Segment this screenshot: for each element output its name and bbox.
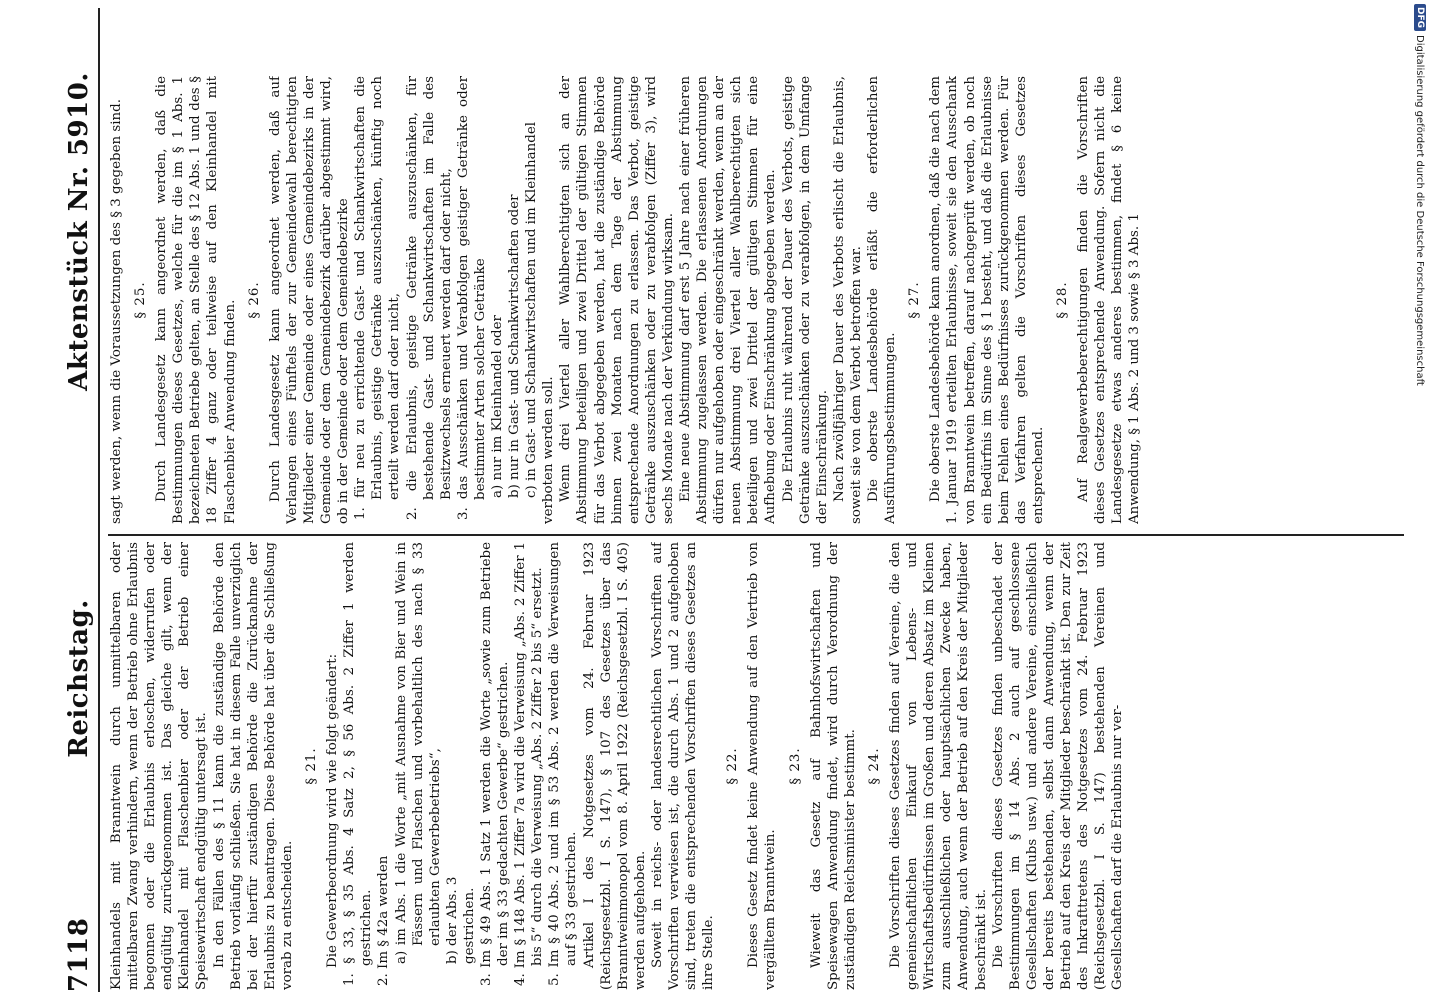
section-heading-28: § 28. <box>1054 281 1070 319</box>
list-subitem: a) nur im Kleinhandel oder <box>489 315 505 498</box>
list-item: 2. Im § 42a werden <box>376 855 392 986</box>
paragraph: Dieses Gesetz findet keine Anwendung auf den Vertrieb von vergälltem Branntwein. <box>746 542 779 990</box>
paragraph: Die oberste Landesbehörde erläßt die erforderlichen Ausführungsbestimmungen. <box>866 76 899 524</box>
page-header <box>60 8 94 992</box>
paragraph: sagt werden, wenn die Voraussetzungen des § 3 gegeben sind. <box>109 99 124 524</box>
section-heading-26: § 26. <box>246 281 262 319</box>
dfg-logo: DFG <box>1414 4 1426 31</box>
paragraph: Die Vorschriften dieses Gesetzes finden unbeschadet der Bestimmungen im § 14 Abs. 2 auch auf geschlossene Gesellschaften (Klubs usw.) und andere Vereine, einschließlich der bereits bestehenden, selbst dann Anwendung, wenn der Betrieb auf den Kreis der Mitglieder beschränkt ist. Den zur Zeit des Inkrafttretens des Notgesetzes vom 24. Februar 1923 (Reichsgesetzbl. I S. 147) bestehenden Vereinen und Gesellschaften darf die Erlaubnis nur ver- <box>990 542 1126 990</box>
paragraph: Eine neue Abstimmung darf erst 5 Jahre nach einer früheren Abstimmung zugelassen werden. Die erlassenen Anordnungen dürfen nur aufgehoben oder eingeschränkt werden, wenn an der neuen Abstimmung drei Viertel aller Wahlberechtigten sich beteiligen und zwei Drittel der gültigen Stimmen für eine Aufhebung oder Einschränkung abgegeben werden. <box>678 76 779 524</box>
paragraph: Soweit in reichs- oder landesrechtlichen Vorschriften auf Vorschriften verwiesen ist, die durch Abs. 1 und 2 aufgehoben sind, treten die entsprechenden Vorschriften dieses Gesetzes an ihre Stelle. <box>649 542 717 990</box>
header-rule <box>98 8 100 992</box>
paragraph: Die Gewerbeordnung wird wie folgt geändert: <box>325 653 341 968</box>
list-item: 1. für neu zu errichtende Gast- und Schankwirtschaften die Erlaubnis, geistige Getränke auszuschänken, künftig noch erteilt werden darf oder nicht, <box>353 76 403 520</box>
page-number: 7118 <box>64 917 94 992</box>
section-heading-23: § 23. <box>787 747 803 785</box>
running-title-right: Aktenstück Nr. 5910. <box>64 72 94 391</box>
digitisation-credit <box>1412 4 1434 624</box>
left-column <box>108 542 1404 990</box>
list-item: 5. Im § 40 Abs. 2 und im § 53 Abs. 2 werden die Verweisungen auf § 33 gestrichen. <box>547 542 580 986</box>
section-heading-27: § 27. <box>907 281 923 319</box>
list-subitem: a) im Abs. 1 die Worte „mit Ausnahme von Bier und Wein in Fässern und Flaschen und vorbehaltlich des nach § 33 erlaubten Gewerbebetriebs“, <box>393 542 443 964</box>
paragraph: Wieweit das Gesetz auf Bahnhofswirtschaften und Speisewagen Anwendung findet, wird durch Verordnung der zuständigen Reichsminister bestimmt. <box>808 542 858 990</box>
right-column <box>108 76 1404 524</box>
paragraph: Kleinhandels mit Branntwein durch unmittelbaren oder mittelbaren Zwang verhindern, wenn der Betrieb ohne Erlaubnis begonnen oder die Erlaubnis erloschen, widerrufen oder endgültig zurückgenommen ist. Das gleiche gilt, wenn der Kleinhandel mit Flaschenbier oder der Betrieb einer Speisewirtschaft endgültig untersagt ist. <box>109 542 210 990</box>
list-item: 2. die Erlaubnis, geistige Getränke auszuschänken, für bestehende Gast- und Schankwirtschaften im Falle des Besitzwechsels erneuert werden darf oder nicht, <box>404 76 454 520</box>
section-heading-25: § 25. <box>133 281 149 319</box>
list-subitem: b) der Abs. 3 <box>444 876 460 964</box>
list-item: 1. § 33, § 35 Abs. 4 Satz 2, § 56 Abs. 2 Ziffer 1 werden gestrichen. <box>342 542 375 986</box>
credit-text: Digitalisierung gefördert durch die Deutsche Forschungsgemeinschaft <box>1414 35 1426 386</box>
list-subitem: c) in Gast- und Schankwirtschaften und im Kleinhandel <box>524 121 540 498</box>
running-title-left: Reichstag. <box>64 599 94 758</box>
paragraph: Durch Landesgesetz kann angeordnet werden, daß die Bestimmungen dieses Gesetzes, welche für die im § 1 Abs. 1 bezeichneten Betriebe gelten, an Stelle des § 12 Abs. 1 und des § 18 Ziffer 4 ganz oder teilweise auf den Kleinhandel mit Flaschenbier Anwendung finden. <box>154 76 238 524</box>
section-heading-24: § 24. <box>866 747 882 785</box>
column-divider <box>108 534 1404 536</box>
list-item: 3. das Ausschänken und Verabfolgen geistiger Getränke oder bestimmter Arten solcher Getränke <box>455 76 488 520</box>
paragraph: Durch Landesgesetz kann angeordnet werden, daß auf Verlangen eines Fünftels der zur Gemeindewahl berechtigten Mitglieder einer Gemeinde oder eines Gemeindebezirks in der Gemeinde oder dem Gemeindebezirk darüber abgestimmt wird, ob in der Gemeinde oder dem Gemeindebezirke <box>267 76 352 524</box>
section-heading-22: § 22. <box>725 747 741 785</box>
paragraph: Die Erlaubnis ruht während der Dauer des Verbots, geistige Getränke auszuschänken oder zu verabfolgen, in dem Umfange der Einschränkung. <box>780 76 830 524</box>
paragraph: Nach zwölfjähriger Dauer des Verbots erlischt die Erlaubnis, soweit sie von dem Verbot betroffen war. <box>831 76 864 524</box>
paragraph: Artikel I des Notgesetzes vom 24. Februar 1923 (Reichsgesetzbl. I S. 147), § 107 des Gesetzes über das Branntweinmonopol vom 8. April 1922 (Reichsgesetzbl. I S. 405) werden aufgehoben. <box>581 542 648 990</box>
paragraph: Wenn drei Viertel aller Wahlberechtigten sich an der Abstimmung beteiligen und zwei Drittel der gültigen Stimmen für das Verbot abgegeben werden, hat die zuständige Behörde binnen zwei Monaten nach dem Tage der Abstimmung entsprechende Anordnungen zu erlassen. Das Verbot, geistige Getränke auszuschänken oder zu verabfolgen (Ziffer 3), wird sechs Monate nach der Verkündung wirksam. <box>558 76 676 524</box>
paragraph: Die oberste Landesbehörde kann anordnen, daß die nach dem 1. Januar 1919 erteilten Erlaubnisse, soweit sie den Ausschank von Branntwein betreffen, darauf nachgeprüft werden, ob noch ein Bedürfnis im Sinne des § 1 besteht, und daß die Erlaubnisse beim Fehlen eines Bedürfnisses zurückgenommen werden. Für das Verfahren gelten die Vorschriften dieses Gesetzes entsprechend. <box>928 76 1046 524</box>
list-subitem: b) nur in Gast- und Schankwirtschaften oder <box>507 194 523 498</box>
list-item: 3. Im § 49 Abs. 1 Satz 1 werden die Worte „sowie zum Betriebe der im § 33 gedachten Gewerbe“ gestrichen. <box>478 542 512 986</box>
paragraph: In den Fällen des § 11 kann die zuständige Behörde den Betrieb vorläufig schließen. Sie hat in diesem Falle unverzüglich bei der hierfür zuständigen Behörde die Zurücknahme der Erlaubnis zu beantragen. Diese Behörde hat über die Schließung vorab zu entscheiden. <box>211 542 295 990</box>
section-heading-21: § 21. <box>304 747 320 785</box>
paragraph: verboten werden soll. <box>541 376 557 524</box>
paragraph: Die Vorschriften dieses Gesetzes finden auf Vereine, die den gemeinschaftlichen Einkauf von Lebens- und Wirtschaftsbedürfnissen im Großen und deren Absatz im Kleinen zum ausschließlichen oder hauptsächlichen Zwecke haben, Anwendung, auch wenn der Betrieb auf den Kreis der Mitglieder beschränkt ist. <box>888 542 989 990</box>
list-item: 4. Im § 148 Abs. 1 Ziffer 7a wird die Verweisung „Abs. 2 Ziffer 1 bis 5“ durch die Verweisung „Abs. 2 Ziffer 2 bis 5“ ersetzt. <box>513 542 546 986</box>
paragraph: Auf Realgewerbeberechtigungen finden die Vorschriften dieses Gesetzes entsprechende Anwendung. Sofern nicht die Landesgesetze etwas anderes bestimmen, findet § 6 keine Anwendung, § 1 Abs. 2 und 3 sowie § 3 Abs. 1 <box>1076 76 1143 524</box>
list-subitem: gestrichen. <box>461 887 477 964</box>
